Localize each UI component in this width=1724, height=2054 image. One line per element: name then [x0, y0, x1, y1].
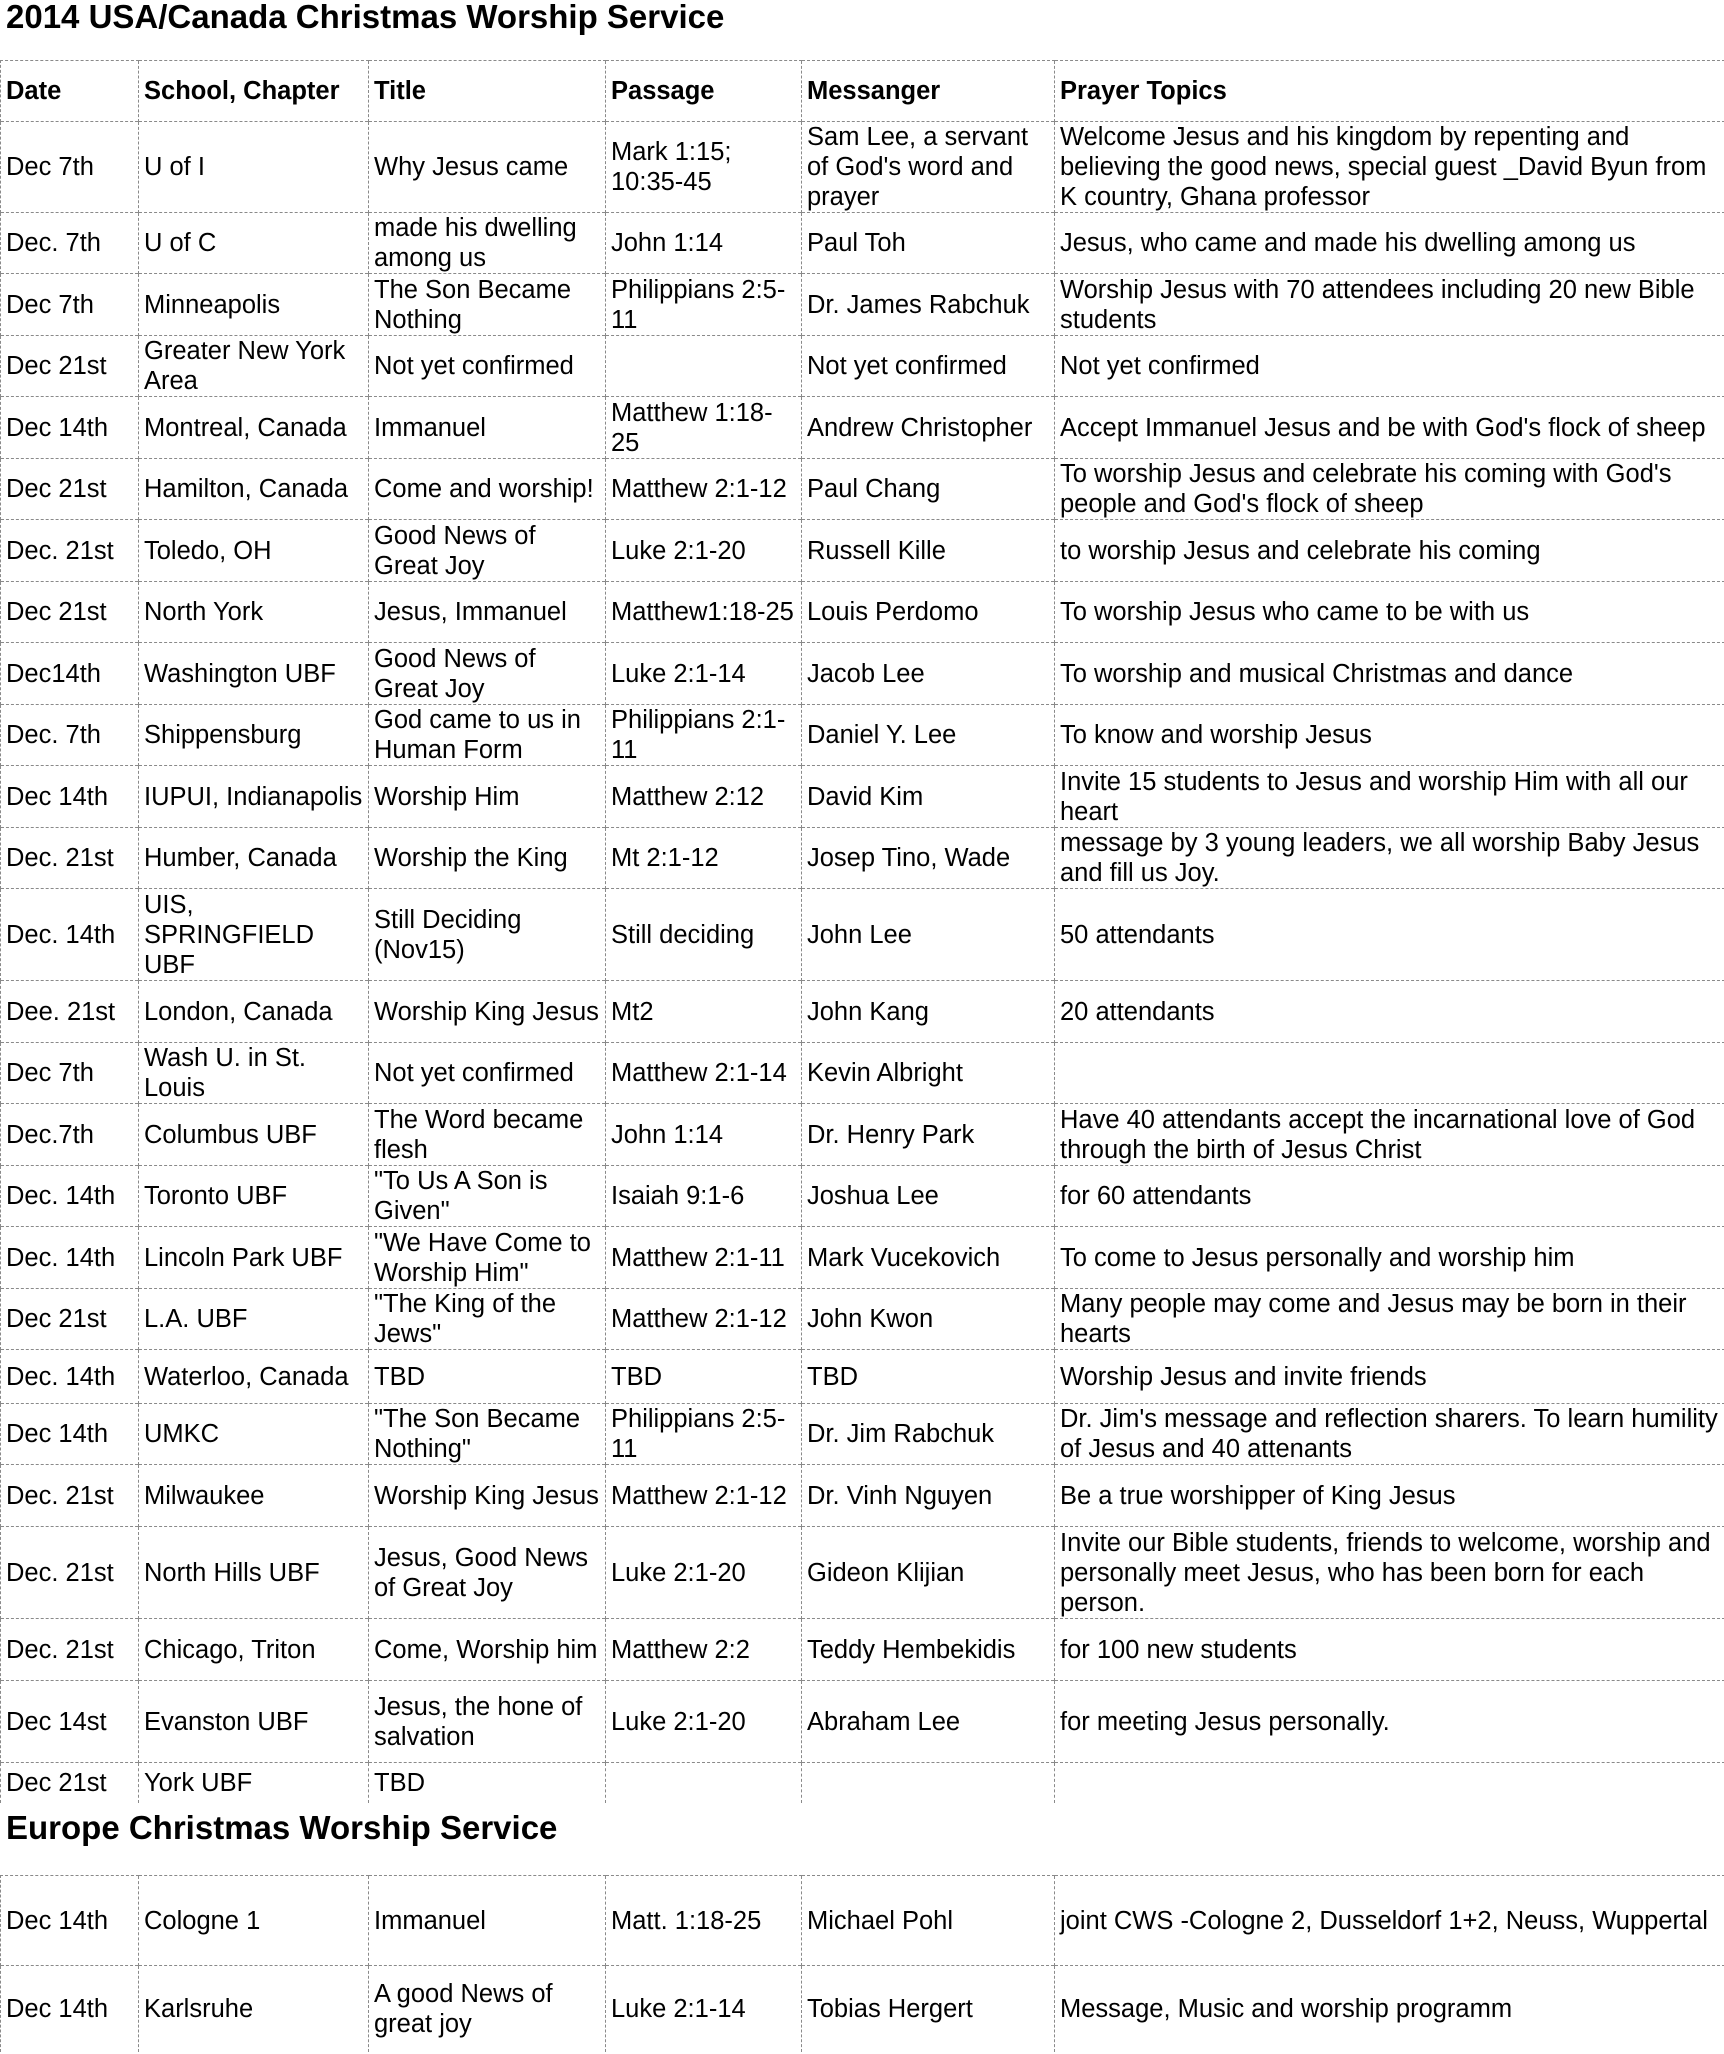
cell-date: Dec 14th: [1, 1966, 139, 2053]
cell-title: Not yet confirmed: [369, 1043, 606, 1104]
cell-date: Dec14th: [1, 643, 139, 705]
column-header-label: Passage: [611, 77, 715, 105]
cell-title: The Son Became Nothing: [369, 274, 606, 336]
column-header-passage: [606, 61, 802, 122]
cell-title: Why Jesus came: [369, 122, 606, 213]
cell-passage: Luke 2:1-14: [606, 1966, 802, 2053]
cell-passage: Isaiah 9:1-6: [606, 1166, 802, 1227]
cell-date: Dec 14th: [1, 1404, 139, 1465]
cell-date: Dec 7th: [1, 1043, 139, 1104]
cell-messenger: Josep Tino, Wade: [802, 828, 1055, 889]
cell-school-chapter: North York: [139, 582, 369, 643]
cell-title: Good News of Great Joy: [369, 643, 606, 705]
cell-school-chapter: Milwaukee: [139, 1465, 369, 1527]
cell-messenger: Daniel Y. Lee: [802, 705, 1055, 766]
cell-passage: Philippians 2:5-11: [606, 274, 802, 336]
cell-passage: Matthew1:18-25: [606, 582, 802, 643]
cell-passage: Matthew 2:1-12: [606, 459, 802, 520]
cell-title: Still Deciding (Nov15): [369, 889, 606, 981]
cell-date: Dec 21st: [1, 1763, 139, 1804]
table-header-row: [1, 61, 1724, 122]
cell-passage: Philippians 2:5-11: [606, 1404, 802, 1465]
cell-school-chapter: Greater New York Area: [139, 336, 369, 397]
cell-title: Worship Him: [369, 766, 606, 828]
cell-date: Dec 14th: [1, 1876, 139, 1966]
cell-passage: Matthew 2:12: [606, 766, 802, 828]
cell-messenger: Paul Toh: [802, 213, 1055, 274]
cell-date: Dec 7th: [1, 122, 139, 213]
cell-prayer-topics: Accept Immanuel Jesus and be with God's flock of sheep: [1055, 397, 1724, 459]
table-row: [1, 1876, 1724, 1966]
cell-passage: Luke 2:1-14: [606, 643, 802, 705]
cell-school-chapter: Waterloo, Canada: [139, 1350, 369, 1404]
cell-prayer-topics: for meeting Jesus personally.: [1055, 1681, 1724, 1763]
cell-title: TBD: [369, 1763, 606, 1804]
table-row: [1, 981, 1724, 1043]
cell-school-chapter: Humber, Canada: [139, 828, 369, 889]
cell-messenger: David Kim: [802, 766, 1055, 828]
cell-school-chapter: London, Canada: [139, 981, 369, 1043]
cell-date: Dec. 14th: [1, 1227, 139, 1289]
table-row: [1, 1619, 1724, 1681]
cell-messenger: Michael Pohl: [802, 1876, 1055, 1966]
cell-title: made his dwelling among us: [369, 213, 606, 274]
cell-prayer-topics: [1055, 1043, 1724, 1104]
table-row: [1, 1043, 1724, 1104]
cell-passage: [606, 336, 802, 397]
cell-title: "To Us A Son is Given": [369, 1166, 606, 1227]
table-row: [1, 1465, 1724, 1527]
cell-title: Good News of Great Joy: [369, 520, 606, 582]
cell-messenger: Dr. Henry Park: [802, 1104, 1055, 1166]
cell-title: Not yet confirmed: [369, 336, 606, 397]
cell-passage: [606, 1763, 802, 1804]
cell-date: Dec. 7th: [1, 705, 139, 766]
cell-date: Dec. 7th: [1, 213, 139, 274]
cell-school-chapter: Hamilton, Canada: [139, 459, 369, 520]
cell-messenger: John Lee: [802, 889, 1055, 981]
table-row: [1, 1166, 1724, 1227]
cell-prayer-topics: Not yet confirmed: [1055, 336, 1724, 397]
cell-passage: Matthew 2:1-12: [606, 1289, 802, 1350]
cell-school-chapter: UIS, SPRINGFIELD UBF: [139, 889, 369, 981]
table-row: [1, 766, 1724, 828]
cell-title: A good News of great joy: [369, 1966, 606, 2053]
table-row: [1, 274, 1724, 336]
cell-prayer-topics: Worship Jesus with 70 attendees including 20 new Bible students: [1055, 274, 1724, 336]
column-header-school-chapter: [139, 61, 369, 122]
cell-school-chapter: IUPUI, Indianapolis: [139, 766, 369, 828]
cell-school-chapter: York UBF: [139, 1763, 369, 1804]
cell-prayer-topics: Be a true worshipper of King Jesus: [1055, 1465, 1724, 1527]
table-row: [1, 705, 1724, 766]
cell-date: Dec. 21st: [1, 828, 139, 889]
cell-passage: TBD: [606, 1350, 802, 1404]
cell-title: Come, Worship him: [369, 1619, 606, 1681]
cell-messenger: Not yet confirmed: [802, 336, 1055, 397]
table-row: [1, 1227, 1724, 1289]
cell-title: The Word became flesh: [369, 1104, 606, 1166]
column-header-label: Prayer Topics: [1060, 77, 1227, 105]
usa-canada-section-heading: 2014 USA/Canada Christmas Worship Service: [6, 0, 725, 35]
cell-school-chapter: Cologne 1: [139, 1876, 369, 1966]
cell-messenger: Paul Chang: [802, 459, 1055, 520]
cell-messenger: Louis Perdomo: [802, 582, 1055, 643]
cell-title: Come and worship!: [369, 459, 606, 520]
cell-school-chapter: Minneapolis: [139, 274, 369, 336]
table-row: [1, 889, 1724, 981]
table-row: [1, 582, 1724, 643]
cell-prayer-topics: for 60 attendants: [1055, 1166, 1724, 1227]
cell-date: Dec. 21st: [1, 520, 139, 582]
cell-passage: Mt2: [606, 981, 802, 1043]
cell-school-chapter: U of C: [139, 213, 369, 274]
cell-prayer-topics: Invite our Bible students, friends to welcome, worship and personally meet Jesus, who has been born for each person.: [1055, 1527, 1724, 1619]
table-row: [1, 643, 1724, 705]
cell-messenger: [802, 1763, 1055, 1804]
cell-school-chapter: North Hills UBF: [139, 1527, 369, 1619]
cell-prayer-topics: Many people may come and Jesus may be born in their hearts: [1055, 1289, 1724, 1350]
table-row: [1, 520, 1724, 582]
cell-title: Worship King Jesus: [369, 1465, 606, 1527]
table-row: [1, 1350, 1724, 1404]
cell-title: Jesus, the hone of salvation: [369, 1681, 606, 1763]
cell-passage: Matthew 2:1-12: [606, 1465, 802, 1527]
cell-title: "We Have Come to Worship Him": [369, 1227, 606, 1289]
cell-passage: John 1:14: [606, 1104, 802, 1166]
cell-messenger: Andrew Christopher: [802, 397, 1055, 459]
cell-date: Dec 21st: [1, 459, 139, 520]
table-row: [1, 122, 1724, 213]
column-header-label: School, Chapter: [144, 77, 340, 105]
table-row: [1, 1763, 1724, 1804]
table-row: [1, 459, 1724, 520]
column-header-label: Date: [6, 77, 62, 105]
table-row: [1, 1289, 1724, 1350]
europe-section-heading: Europe Christmas Worship Service: [6, 1809, 558, 1846]
usa-canada-schedule-table: [0, 60, 1724, 1803]
cell-date: Dec. 14th: [1, 1350, 139, 1404]
cell-title: Jesus, Immanuel: [369, 582, 606, 643]
cell-date: Dec 21st: [1, 336, 139, 397]
column-header-messenger: [802, 61, 1055, 122]
cell-messenger: Abraham Lee: [802, 1681, 1055, 1763]
cell-messenger: Dr. James Rabchuk: [802, 274, 1055, 336]
cell-prayer-topics: for 100 new students: [1055, 1619, 1724, 1681]
cell-prayer-topics: Have 40 attendants accept the incarnational love of God through the birth of Jesus Christ: [1055, 1104, 1724, 1166]
cell-date: Dec 7th: [1, 274, 139, 336]
cell-prayer-topics: To know and worship Jesus: [1055, 705, 1724, 766]
column-header-title: [369, 61, 606, 122]
column-header-label: Messanger: [807, 77, 941, 105]
cell-school-chapter: Montreal, Canada: [139, 397, 369, 459]
table-row: [1, 213, 1724, 274]
cell-prayer-topics: [1055, 1763, 1724, 1804]
cell-prayer-topics: joint CWS -Cologne 2, Dusseldorf 1+2, Neuss, Wuppertal: [1055, 1876, 1724, 1966]
table-row: [1, 1404, 1724, 1465]
cell-school-chapter: Shippensburg: [139, 705, 369, 766]
cell-passage: Luke 2:1-20: [606, 520, 802, 582]
cell-messenger: Jacob Lee: [802, 643, 1055, 705]
cell-passage: Matthew 2:1-14: [606, 1043, 802, 1104]
cell-date: Dec 21st: [1, 582, 139, 643]
table-row: [1, 397, 1724, 459]
cell-messenger: Mark Vucekovich: [802, 1227, 1055, 1289]
cell-messenger: Russell Kille: [802, 520, 1055, 582]
europe-schedule-table: [0, 1875, 1724, 2052]
cell-messenger: Tobias Hergert: [802, 1966, 1055, 2053]
cell-passage: Matt. 1:18-25: [606, 1876, 802, 1966]
cell-date: Dec. 21st: [1, 1527, 139, 1619]
column-header-prayer-topics: [1055, 61, 1724, 122]
cell-passage: Still deciding: [606, 889, 802, 981]
cell-passage: Luke 2:1-20: [606, 1681, 802, 1763]
table-row: [1, 1104, 1724, 1166]
cell-school-chapter: Columbus UBF: [139, 1104, 369, 1166]
cell-passage: Luke 2:1-20: [606, 1527, 802, 1619]
table-row: [1, 1966, 1724, 2053]
table-row: [1, 828, 1724, 889]
cell-prayer-topics: Worship Jesus and invite friends: [1055, 1350, 1724, 1404]
cell-school-chapter: UMKC: [139, 1404, 369, 1465]
cell-school-chapter: Toledo, OH: [139, 520, 369, 582]
cell-date: Dec. 14th: [1, 1166, 139, 1227]
cell-passage: Philippians 2:1-11: [606, 705, 802, 766]
cell-title: Jesus, Good News of Great Joy: [369, 1527, 606, 1619]
cell-prayer-topics: 50 attendants: [1055, 889, 1724, 981]
cell-messenger: TBD: [802, 1350, 1055, 1404]
table-row: [1, 1681, 1724, 1763]
cell-title: God came to us in Human Form: [369, 705, 606, 766]
column-header-label: Title: [374, 77, 426, 105]
cell-messenger: John Kang: [802, 981, 1055, 1043]
cell-school-chapter: Evanston UBF: [139, 1681, 369, 1763]
cell-title: "The King of the Jews": [369, 1289, 606, 1350]
cell-school-chapter: L.A. UBF: [139, 1289, 369, 1350]
cell-prayer-topics: Dr. Jim's message and reflection sharers. To learn humility of Jesus and 40 attenants: [1055, 1404, 1724, 1465]
cell-date: Dec. 21st: [1, 1465, 139, 1527]
column-header-date: [1, 61, 139, 122]
cell-messenger: Kevin Albright: [802, 1043, 1055, 1104]
cell-passage: Matthew 2:2: [606, 1619, 802, 1681]
cell-title: "The Son Became Nothing": [369, 1404, 606, 1465]
cell-prayer-topics: To worship Jesus who came to be with us: [1055, 582, 1724, 643]
cell-messenger: Dr. Jim Rabchuk: [802, 1404, 1055, 1465]
cell-school-chapter: Wash U. in St. Louis: [139, 1043, 369, 1104]
cell-date: Dec 14th: [1, 397, 139, 459]
cell-messenger: Gideon Klijian: [802, 1527, 1055, 1619]
cell-messenger: Joshua Lee: [802, 1166, 1055, 1227]
cell-messenger: John Kwon: [802, 1289, 1055, 1350]
cell-prayer-topics: Message, Music and worship programm: [1055, 1966, 1724, 2053]
cell-passage: Mt 2:1-12: [606, 828, 802, 889]
cell-passage: John 1:14: [606, 213, 802, 274]
cell-prayer-topics: Jesus, who came and made his dwelling among us: [1055, 213, 1724, 274]
table-row: [1, 336, 1724, 397]
cell-school-chapter: Toronto UBF: [139, 1166, 369, 1227]
cell-messenger: Sam Lee, a servant of God's word and prayer: [802, 122, 1055, 213]
cell-messenger: Teddy Hembekidis: [802, 1619, 1055, 1681]
cell-school-chapter: Chicago, Triton: [139, 1619, 369, 1681]
cell-date: Dec 21st: [1, 1289, 139, 1350]
cell-school-chapter: U of I: [139, 122, 369, 213]
cell-passage: Matthew 1:18-25: [606, 397, 802, 459]
table-row: [1, 1527, 1724, 1619]
cell-prayer-topics: To come to Jesus personally and worship him: [1055, 1227, 1724, 1289]
cell-date: Dec.7th: [1, 1104, 139, 1166]
cell-title: Immanuel: [369, 1876, 606, 1966]
cell-prayer-topics: 20 attendants: [1055, 981, 1724, 1043]
cell-date: Dec. 21st: [1, 1619, 139, 1681]
cell-passage: Mark 1:15; 10:35-45: [606, 122, 802, 213]
cell-prayer-topics: Welcome Jesus and his kingdom by repenting and believing the good news, special guest _David Byun from K country, Ghana professor: [1055, 122, 1724, 213]
cell-prayer-topics: to worship Jesus and celebrate his coming: [1055, 520, 1724, 582]
cell-title: Worship King Jesus: [369, 981, 606, 1043]
cell-prayer-topics: Invite 15 students to Jesus and worship Him with all our heart: [1055, 766, 1724, 828]
cell-date: Dec 14st: [1, 1681, 139, 1763]
cell-passage: Matthew 2:1-11: [606, 1227, 802, 1289]
cell-title: Worship the King: [369, 828, 606, 889]
cell-date: Dec. 14th: [1, 889, 139, 981]
cell-title: TBD: [369, 1350, 606, 1404]
cell-date: Dec 14th: [1, 766, 139, 828]
cell-prayer-topics: To worship Jesus and celebrate his coming with God's people and God's flock of sheep: [1055, 459, 1724, 520]
cell-prayer-topics: To worship and musical Christmas and dance: [1055, 643, 1724, 705]
cell-date: Dee. 21st: [1, 981, 139, 1043]
cell-prayer-topics: message by 3 young leaders, we all worship Baby Jesus and fill us Joy.: [1055, 828, 1724, 889]
cell-school-chapter: Washington UBF: [139, 643, 369, 705]
cell-school-chapter: Karlsruhe: [139, 1966, 369, 2053]
cell-school-chapter: Lincoln Park UBF: [139, 1227, 369, 1289]
cell-messenger: Dr. Vinh Nguyen: [802, 1465, 1055, 1527]
cell-title: Immanuel: [369, 397, 606, 459]
